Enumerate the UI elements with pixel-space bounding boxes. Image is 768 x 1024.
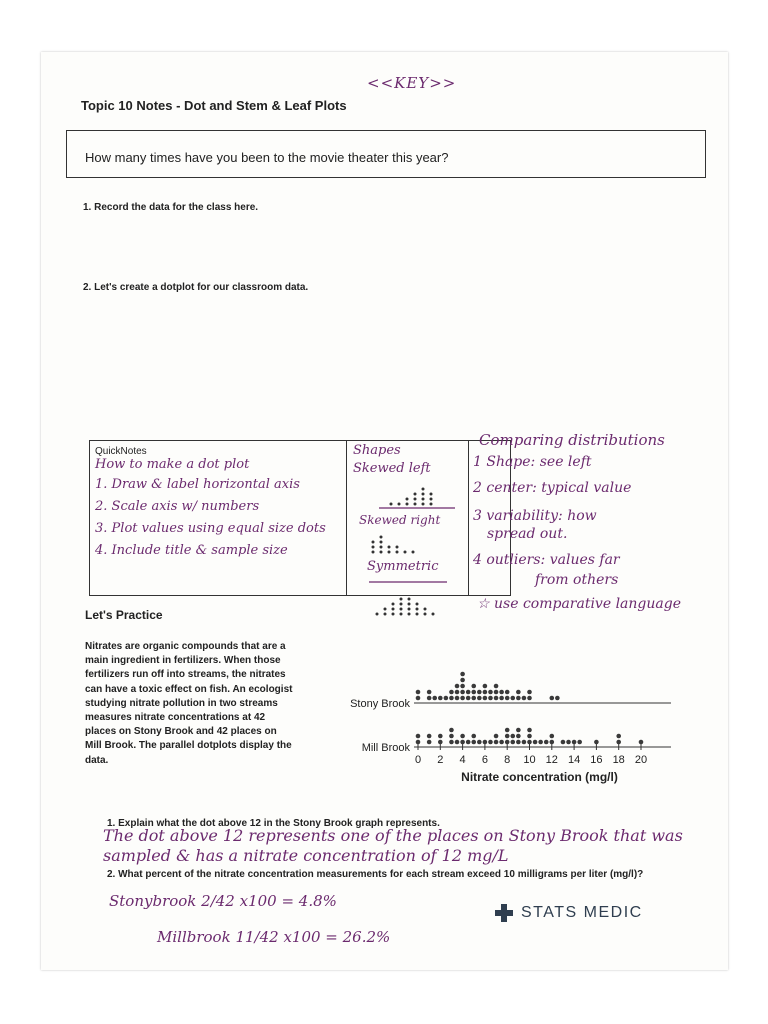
shape-skewed-right: Skewed right	[359, 513, 441, 527]
dot-mark	[550, 734, 555, 739]
dot-mark	[527, 734, 532, 739]
dot-mark	[427, 734, 432, 739]
dot-mark	[460, 734, 465, 739]
dot-mark	[516, 696, 521, 701]
dot-mark	[505, 740, 510, 745]
dot-mark	[510, 740, 515, 745]
dot-mark	[533, 740, 538, 745]
dot-mark	[455, 696, 460, 701]
dot-mark	[572, 740, 577, 745]
skewed-left-sketch	[371, 482, 461, 510]
quicknotes-divider	[346, 440, 347, 596]
dot-mark	[460, 740, 465, 745]
dot-mark	[449, 690, 454, 695]
dot-mark	[505, 734, 510, 739]
exercise-1-question: 1. Explain what the dot above 12 in the Stony Brook graph represents.	[107, 818, 440, 829]
dot-mark	[438, 734, 443, 739]
dot-mark	[427, 690, 432, 695]
dot-mark	[516, 734, 521, 739]
comparing-item: from others	[535, 572, 619, 588]
tick-label: 2	[437, 754, 444, 766]
question-text: How many times have you been to the movie theater this year?	[85, 150, 449, 165]
dot-mark	[499, 690, 504, 695]
quicknotes-label: QuickNotes	[95, 446, 147, 457]
dot-mark	[494, 684, 499, 689]
dot-mark	[616, 740, 621, 745]
parallel-dotplot	[291, 642, 671, 802]
series-label: Mill Brook	[361, 742, 410, 754]
dot-mark	[444, 696, 449, 701]
dot-mark	[516, 728, 521, 733]
dot-mark	[510, 734, 515, 739]
dot-mark	[522, 696, 527, 701]
dot-mark	[438, 740, 443, 745]
dot-mark	[416, 696, 421, 701]
dot-mark	[499, 740, 504, 745]
how-to-step: 3. Plot values using equal size dots	[95, 521, 326, 536]
dot-mark	[510, 696, 515, 701]
shape-symmetric: Symmetric	[367, 559, 439, 574]
comparing-item: 2 center: typical value	[473, 480, 632, 496]
dot-mark	[477, 740, 482, 745]
dot-mark	[538, 740, 543, 745]
shapes-heading: Shapes	[353, 443, 401, 458]
worksheet-page	[41, 52, 728, 970]
exercise-2-answer-stony: Stonybrook 2/42 x100 = 4.8%	[109, 892, 337, 910]
dot-mark	[483, 684, 488, 689]
skewed-right-sketch	[361, 530, 451, 558]
dot-mark	[471, 740, 476, 745]
dot-mark	[449, 728, 454, 733]
practice-heading: Let's Practice	[85, 608, 163, 622]
how-to-step: 4. Include title & sample size	[95, 543, 288, 558]
dot-mark	[466, 740, 471, 745]
dot-mark	[427, 696, 432, 701]
dot-mark	[494, 740, 499, 745]
key-annotation: <<KEY>>	[367, 74, 457, 92]
dot-mark	[449, 696, 454, 701]
dot-mark	[471, 690, 476, 695]
prompt-record-data: 1. Record the data for the class here.	[83, 202, 259, 213]
dot-mark	[460, 678, 465, 683]
dot-mark	[483, 690, 488, 695]
comparing-item: spread out.	[487, 526, 568, 542]
dot-mark	[494, 690, 499, 695]
comparing-item: 3 variability: how	[473, 508, 597, 524]
dot-mark	[477, 690, 482, 695]
dot-mark	[416, 734, 421, 739]
dot-mark	[494, 734, 499, 739]
dot-mark	[561, 740, 566, 745]
how-to-step: 1. Draw & label horizontal axis	[95, 477, 300, 492]
dot-mark	[577, 740, 582, 745]
exercise-1-answer: The dot above 12 represents one of the places on Stony Brook that was sampled & has a nitrate concentration of 12 mg/L	[103, 826, 683, 865]
tick-label: 10	[523, 754, 536, 766]
quicknotes-divider	[468, 440, 469, 596]
dot-mark	[449, 734, 454, 739]
brand-name: STATS MEDIC	[521, 904, 643, 921]
dot-mark	[455, 740, 460, 745]
dot-mark	[438, 696, 443, 701]
plus-cross-icon	[495, 904, 513, 922]
dot-mark	[550, 696, 555, 701]
dot-mark	[488, 696, 493, 701]
symmetric-sketch	[363, 576, 453, 622]
dot-mark	[471, 684, 476, 689]
dot-mark	[616, 734, 621, 739]
dot-mark	[505, 728, 510, 733]
dot-mark	[416, 690, 421, 695]
dot-mark	[477, 696, 482, 701]
dot-mark	[527, 696, 532, 701]
dot-mark	[566, 740, 571, 745]
dot-mark	[488, 690, 493, 695]
shape-skewed-left: Skewed left	[353, 461, 431, 476]
dot-mark	[471, 696, 476, 701]
tick-label: 4	[459, 754, 466, 766]
dot-mark	[639, 740, 644, 745]
dot-mark	[494, 696, 499, 701]
dot-mark	[516, 740, 521, 745]
dot-mark	[594, 740, 599, 745]
dot-mark	[455, 690, 460, 695]
tick-label: 14	[567, 754, 581, 766]
dot-mark	[471, 734, 476, 739]
dot-mark	[416, 740, 421, 745]
dot-mark	[432, 696, 437, 701]
comparative-language-note: ☆ use comparative language	[477, 596, 681, 612]
dot-mark	[555, 696, 560, 701]
dot-mark	[550, 740, 555, 745]
comparing-item: 4 outliers: values far	[473, 552, 620, 568]
dot-mark	[460, 690, 465, 695]
tick-label: 12	[545, 754, 558, 766]
tick-label: 18	[612, 754, 625, 766]
dot-mark	[527, 740, 532, 745]
comparing-heading: Comparing distributions	[479, 431, 665, 449]
tick-label: 20	[634, 754, 648, 766]
dot-mark	[527, 690, 532, 695]
tick-label: 16	[590, 754, 603, 766]
x-axis-label: Nitrate concentration (mg/l)	[461, 770, 618, 784]
dot-mark	[460, 684, 465, 689]
exercise-2-answer-mill: Millbrook 11/42 x100 = 26.2%	[157, 928, 391, 946]
dot-mark	[460, 672, 465, 677]
dot-mark	[499, 696, 504, 701]
dot-mark	[522, 740, 527, 745]
brand-logo	[495, 904, 643, 922]
dot-mark	[466, 690, 471, 695]
prompt-create-dotplot: 2. Let's create a dotplot for our classroom data.	[83, 282, 309, 293]
comparing-item: 1 Shape: see left	[473, 454, 592, 470]
how-to-step: 2. Scale axis w/ numbers	[95, 499, 260, 514]
practice-paragraph: Nitrates are organic compounds that are a main ingredient in fertilizers. When those fertilizers run off into streams, the nitrates can have a toxic effect on fish. An ecologist studying nitrate pollution in two streams measures nitrate concentrations at 42 places on Stony Brook and 42 places on Mill Brook. The parallel dotplots display the data.	[85, 641, 293, 766]
dot-mark	[505, 690, 510, 695]
dot-mark	[483, 696, 488, 701]
dot-mark	[449, 740, 454, 745]
dot-mark	[488, 740, 493, 745]
dot-mark	[427, 740, 432, 745]
tick-label: 6	[481, 754, 488, 766]
dot-mark	[516, 690, 521, 695]
dot-mark	[505, 696, 510, 701]
dot-mark	[544, 740, 549, 745]
page-title: Topic 10 Notes - Dot and Stem & Leaf Plots	[81, 98, 347, 113]
dot-mark	[527, 728, 532, 733]
tick-label: 0	[414, 754, 422, 766]
dot-mark	[460, 696, 465, 701]
dot-mark	[455, 684, 460, 689]
series-label: Stony Brook	[350, 698, 410, 710]
exercise-2-question: 2. What percent of the nitrate concentration measurements for each stream exceed 10 milligrams per liter (mg/l)?	[107, 869, 644, 880]
dot-mark	[466, 696, 471, 701]
dotplot-how-to-heading: How to make a dot plot	[95, 457, 250, 472]
tick-label: 8	[504, 754, 511, 766]
dot-mark	[483, 740, 488, 745]
